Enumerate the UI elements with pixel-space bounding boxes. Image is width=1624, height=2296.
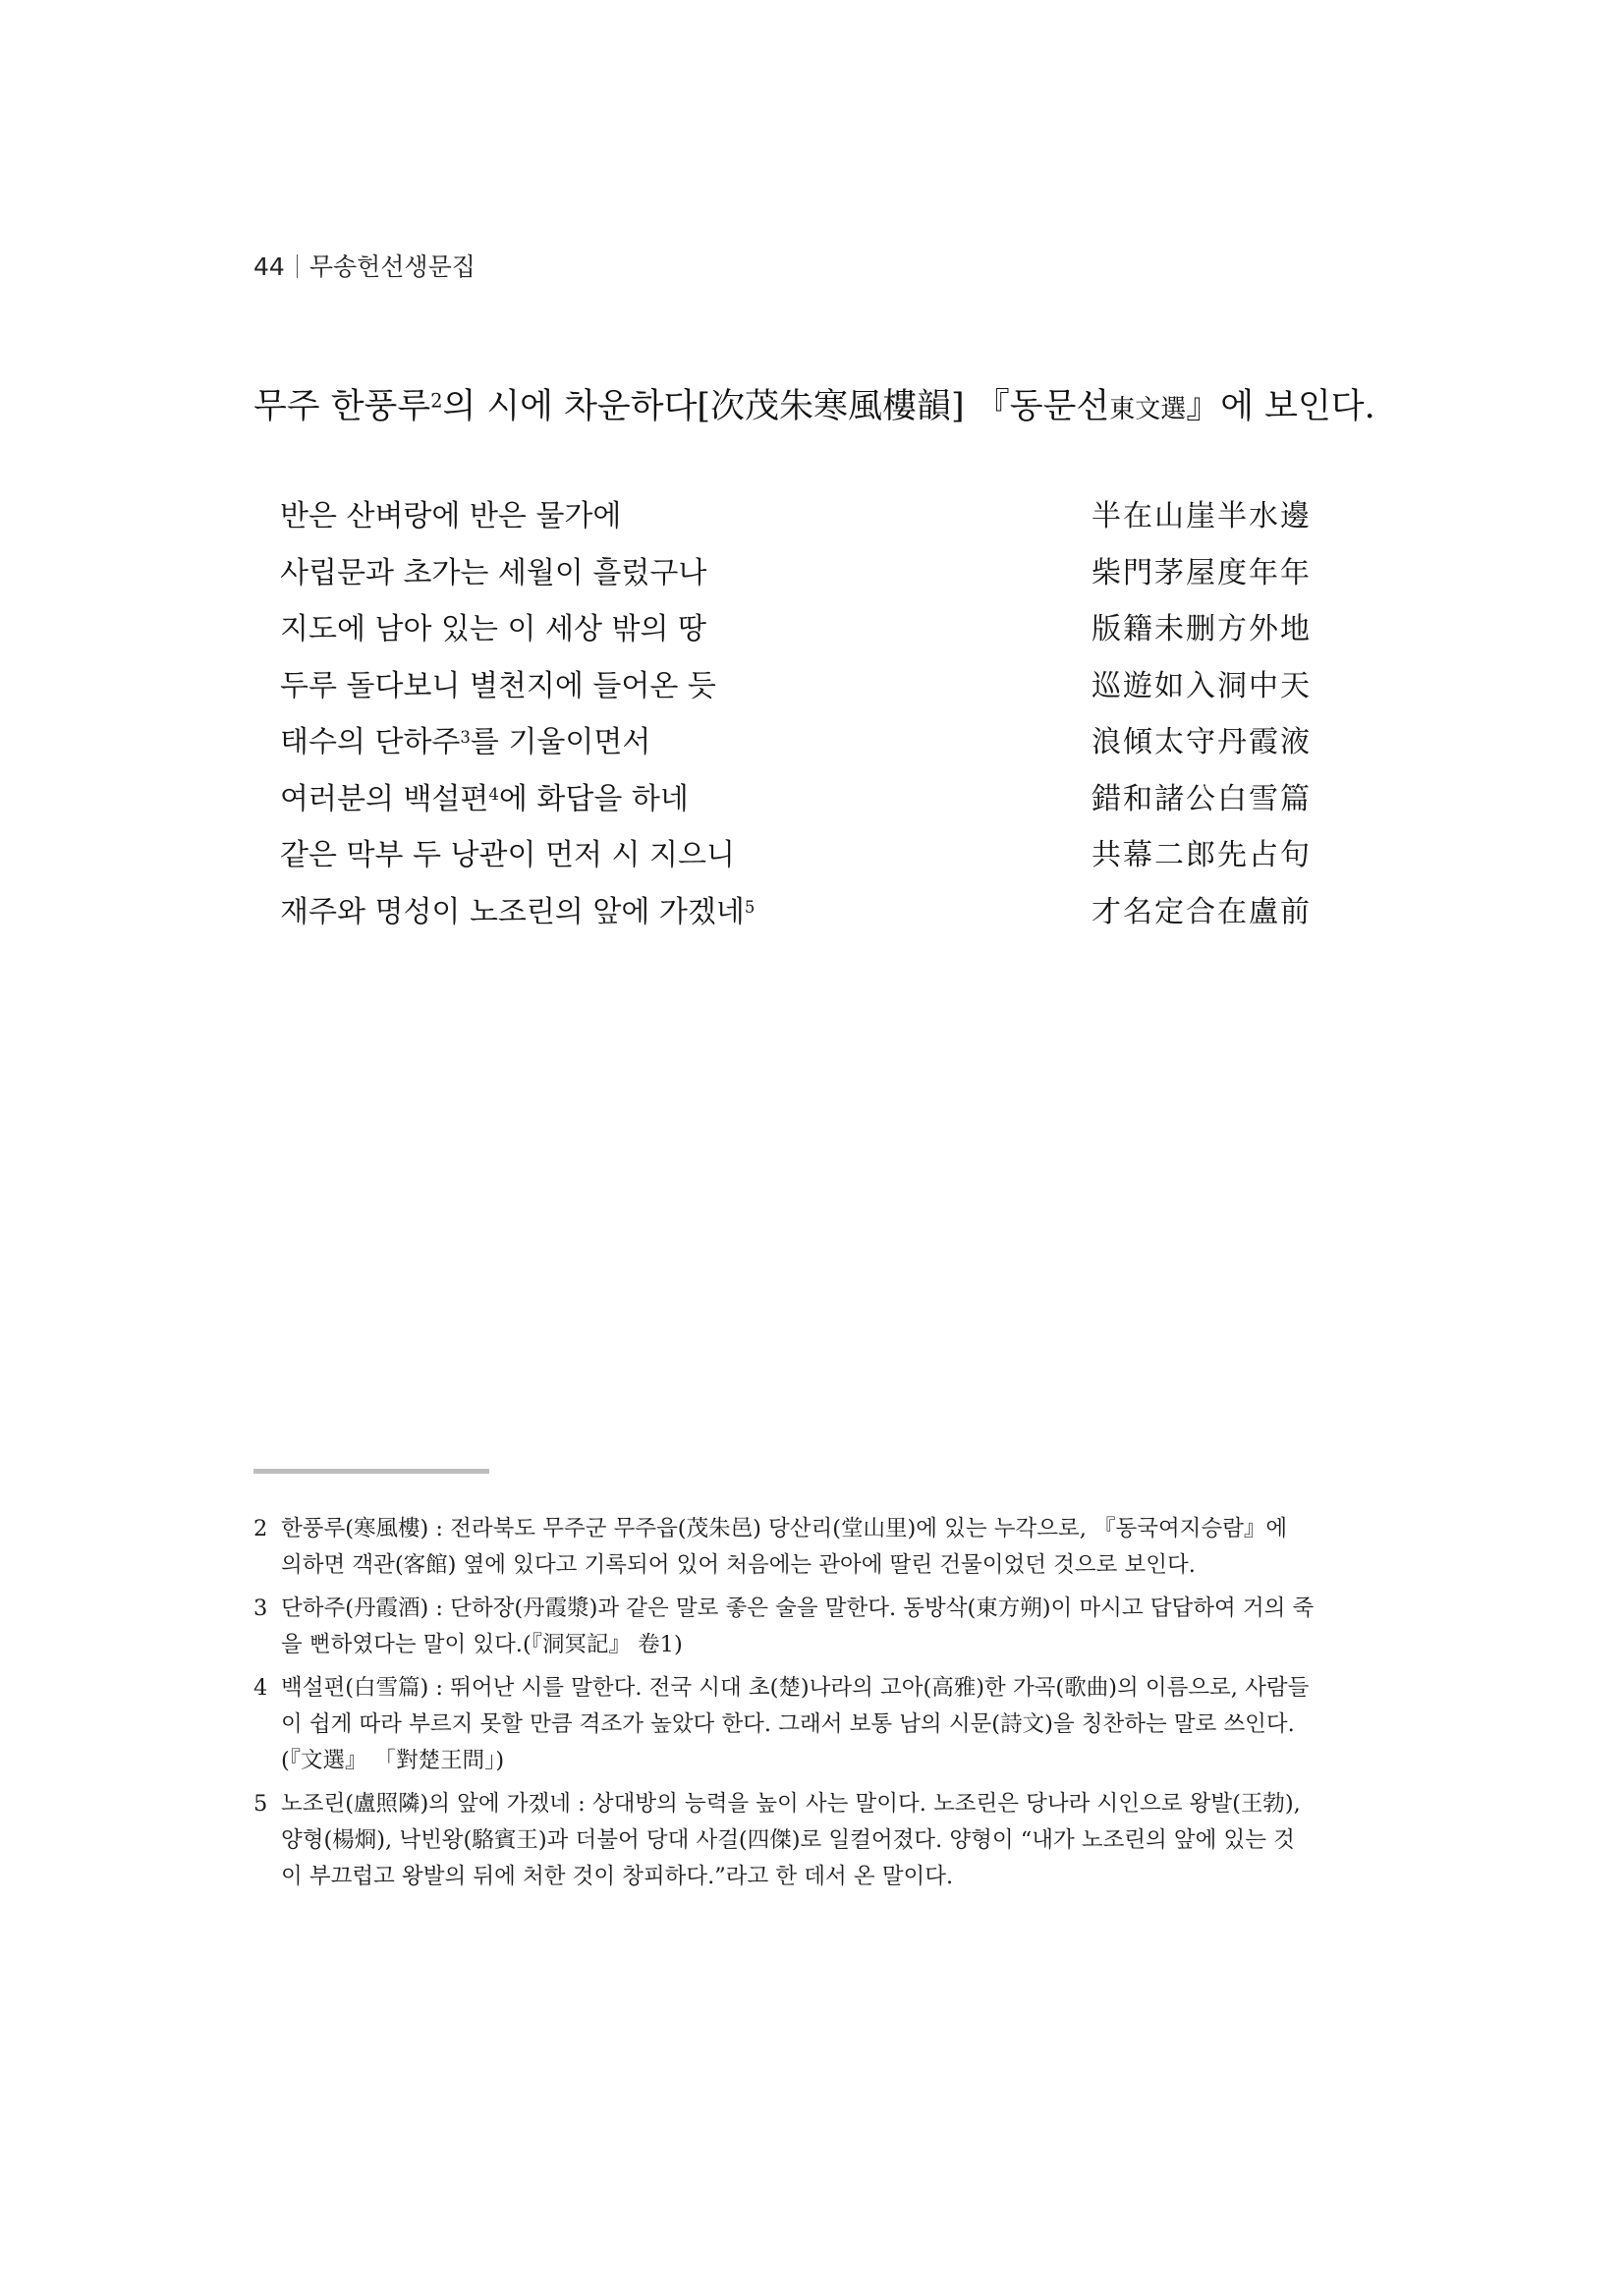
poem-line-korean: 태수의 단하주$^3$를 기울이면서 [280, 725, 651, 759]
footnote [253, 1786, 1315, 1895]
poem-line-korean: 지도에 남아 있는 이 세상 밖의 땅 [280, 612, 706, 646]
poem-line-korean: 사립문과 초가는 세월이 흘렀구나 [280, 555, 707, 590]
poem-line-hanja: 柴門茅屋度年年 [1092, 555, 1312, 590]
poem-line-hanja: 錯和諸公白雪篇 [1092, 781, 1312, 816]
footnote-separator [253, 1469, 489, 1474]
poem-line-korean: 반은 산벼랑에 반은 물가에 [280, 499, 622, 533]
title-small-hanja: 東文選 [1109, 395, 1187, 424]
poem-line-korean: 두루 돌다보니 별천지에 들어온 듯 [280, 668, 716, 703]
footnotes [253, 1511, 1315, 1902]
title-main: 무주 한풍루 [253, 387, 431, 426]
footnote [253, 1511, 1315, 1584]
poem-line-hanja: 浪傾太守丹霞液 [1092, 725, 1312, 759]
footnote-number: 5 [253, 1791, 268, 1817]
poem-line [280, 717, 1312, 774]
poem-line [280, 661, 1312, 718]
poem-line-hanja: 共幕二郎先占句 [1092, 838, 1312, 872]
poem-line [280, 491, 1312, 548]
footnote-text: 백설편(白雪篇) : 뛰어난 시를 말한다. 전국 시대 초(楚)나라의 고아(高雅)한 가곡(歌曲)의 이름으로, 사람들이 쉽게 따라 부르지 못할 만큼 격조가 높았다 한다. 그래서 보통 남의 시문(詩文)을 칭찬하는 말로 쓰인다.(『文選』 「對楚王問」) [281, 1675, 1310, 1773]
footnote-ref-2[interactable]: 2 [430, 389, 443, 413]
poem-line-korean: 같은 막부 두 낭관이 먼저 시 지으니 [280, 838, 735, 872]
poem-line [280, 774, 1312, 831]
poem-line-hanja: 版籍未删方外地 [1092, 612, 1312, 646]
poem-title [253, 379, 1375, 428]
poem-line [280, 887, 1312, 944]
footnote-number: 3 [253, 1596, 268, 1621]
book-title: 무송헌선생문집 [308, 252, 476, 281]
poem-line [280, 548, 1312, 605]
title-tail: 』에 보인다. [1186, 387, 1375, 426]
footnote [253, 1591, 1315, 1663]
footnote-text: 한풍루(寒風樓) : 전라북도 무주군 무주읍(茂朱邑) 당산리(堂山里)에 있는 누각으로, 『동국여지승람』에 의하면 객관(客館) 옆에 있다고 기록되어 있어 처음에는 관아에 딸린 건물이었던 것으로 보인다. [281, 1516, 1288, 1578]
poem-line [280, 830, 1312, 887]
poem-line-korean: 여러분의 백설편$^4$에 화답을 하네 [280, 781, 689, 816]
footnote-ref-5[interactable]: 5 [744, 897, 756, 917]
header-divider [297, 254, 298, 278]
footnote [253, 1670, 1315, 1779]
poem-line-korean: 재주와 명성이 노조린의 앞에 가겠네$^5$ [280, 894, 756, 929]
footnote-text: 단하주(丹霞酒) : 단하장(丹霞漿)과 같은 말로 좋은 술을 말한다. 동방삭(東方朔)이 마시고 답답하여 거의 죽을 뻔하였다는 말이 있다.(『洞冥記』 卷1) [281, 1596, 1315, 1657]
running-header [253, 248, 476, 283]
footnote-ref-3[interactable]: 3 [460, 727, 471, 747]
footnote-text: 노조린(盧照隣)의 앞에 가겠네 : 상대방의 능력을 높이 사는 말이다. 노조린은 당나라 시인으로 왕발(王勃), 양형(楊烱), 낙빈왕(駱賓王)과 더불어 당대 사걸(四傑)로 일컬어졌다. 양형이 “내가 노조린의 앞에 있는 것이 부끄럽고 왕발의 뒤에 처한 것이 창피하다.”라고 한 데서 온 말이다. [281, 1791, 1301, 1889]
poem-line [280, 604, 1312, 661]
footnote-ref-4[interactable]: 4 [488, 784, 499, 804]
footnote-number: 4 [253, 1675, 268, 1701]
poem-line-hanja: 巡遊如入洞中天 [1092, 668, 1312, 703]
footnote-number: 2 [253, 1516, 268, 1541]
title-rest: 의 시에 차운하다[次茂朱寒風樓韻] 『동문선 [442, 387, 1110, 426]
poem-line-hanja: 才名定合在盧前 [1092, 894, 1312, 929]
poem-body [280, 491, 1312, 943]
poem-line-hanja: 半在山崖半水邊 [1092, 499, 1312, 533]
page-number: 44 [253, 252, 285, 281]
